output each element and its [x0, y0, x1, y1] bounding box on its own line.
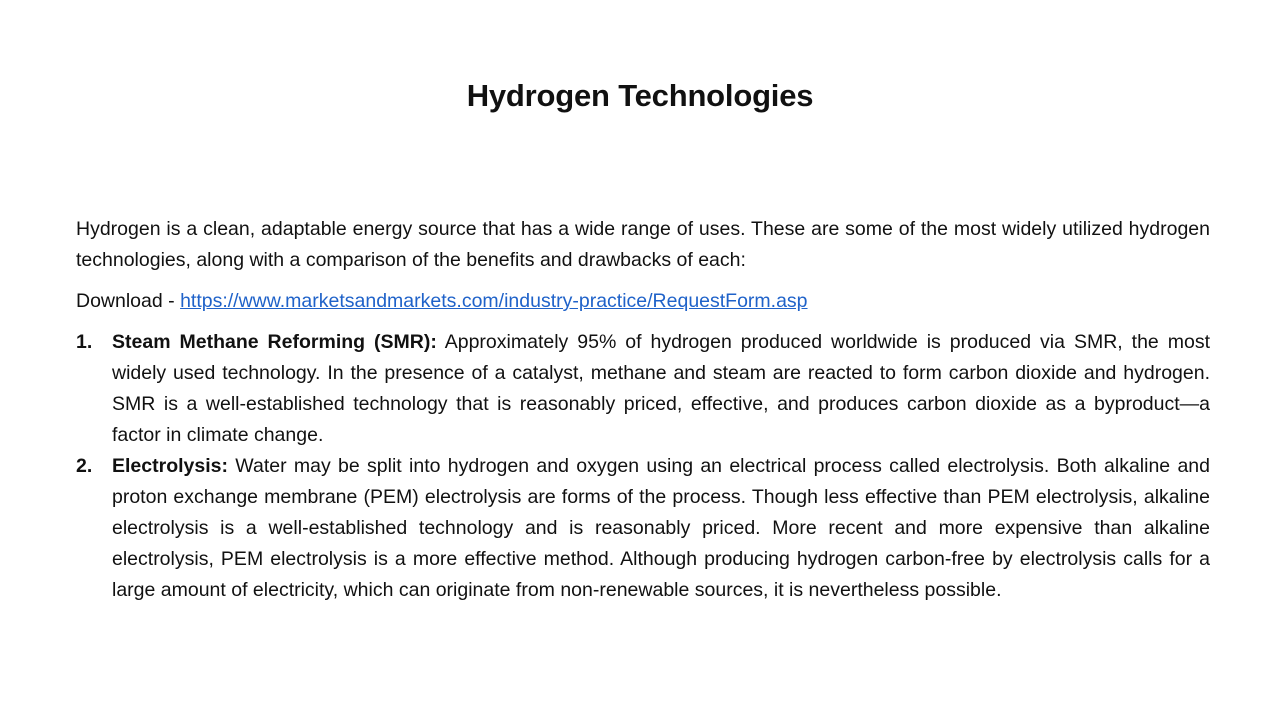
- download-line: [76, 286, 1210, 317]
- list-item-text: Water may be split into hydrogen and oxygen using an electrical process called electrolysis. Both alkaline and proton exchange membrane (PEM) electrolysis are forms of the process. Though less effective than PEM electrolysis, alkaline electrolysis is a well-established technology and is reasonably priced. More recent and more expensive than alkaline electrolysis, PEM electrolysis is a more effective method. Although producing hydrogen carbon-free by electrolysis calls for a large amount of electricity, which can originate from non-renewable sources, it is nevertheless possible.: [112, 455, 1210, 601]
- technology-list: [76, 327, 1210, 606]
- slide-content: [76, 214, 1210, 606]
- list-item-term: Steam Methane Reforming (SMR):: [112, 331, 437, 353]
- list-item-term: Electrolysis:: [112, 455, 228, 477]
- slide-title: Hydrogen Technologies: [466, 78, 814, 113]
- list-item-smr: [76, 327, 1210, 451]
- list-item-number: 1.: [76, 331, 93, 353]
- download-label: Download -: [76, 290, 181, 312]
- download-link[interactable]: https://www.marketsandmarkets.com/industry-practice/RequestForm.asp: [180, 290, 808, 312]
- list-item-number: 2.: [76, 455, 93, 477]
- intro-paragraph: Hydrogen is a clean, adaptable energy source that has a wide range of uses. These are some of the most widely utilized hydrogen technologies, along with a comparison of the benefits and drawbacks of each:: [76, 218, 1210, 271]
- list-item-electrolysis: [76, 451, 1210, 606]
- list-item-text: Approximately 95% of hydrogen produced worldwide is produced via SMR, the most widely used technology. In the presence of a catalyst, methane and steam are reacted to form carbon dioxide and hydrogen. SMR is a well-established technology that is reasonably priced, effective, and produces carbon dioxide as a byproduct—a factor in climate change.: [112, 331, 1210, 446]
